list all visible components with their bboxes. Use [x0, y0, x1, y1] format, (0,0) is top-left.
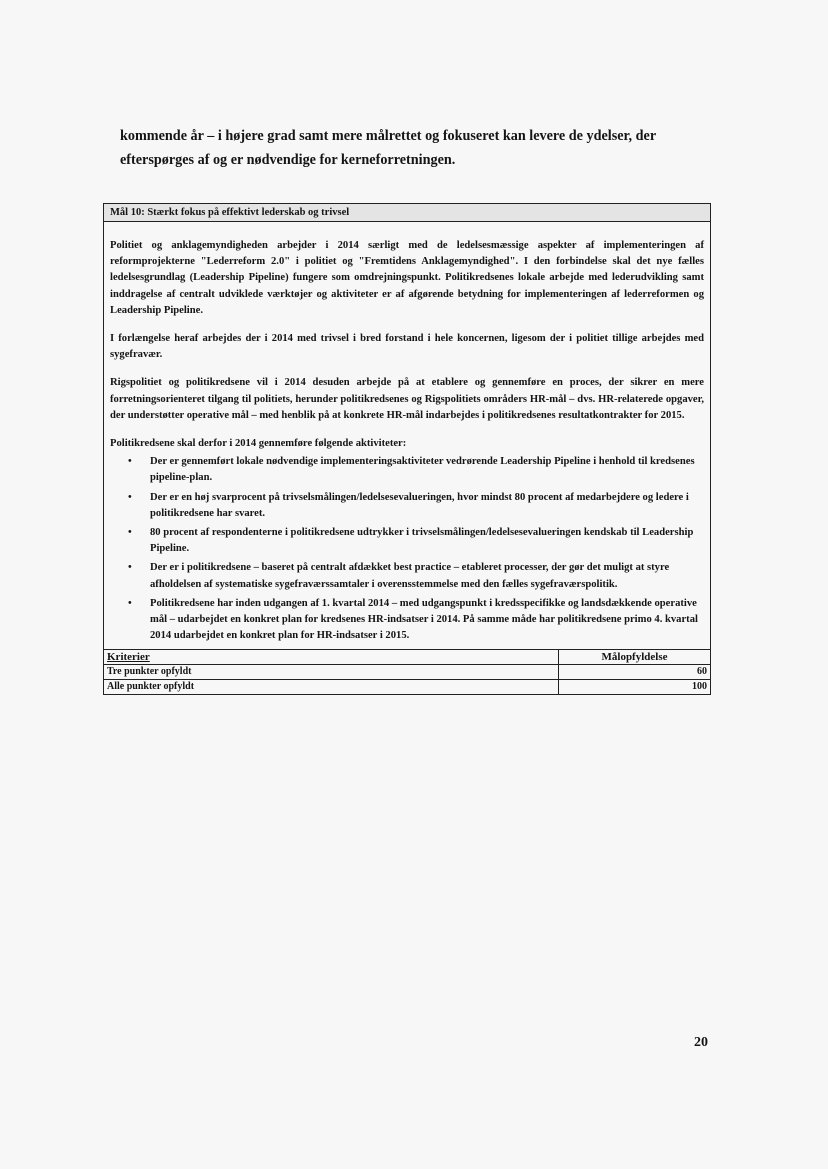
- table-row: [104, 680, 710, 695]
- goal-paragraph: Politikredsene skal derfor i 2014 gennemføre følgende aktiviteter:: [110, 438, 407, 450]
- goal-body: [104, 222, 710, 649]
- list-item: • Der er gennemført lokale nødvendige implementeringsaktiviteter vedrørende Leadership Pipeline i henhold til kredsenes pipeline-plan.: [128, 456, 695, 484]
- criteria-table: [104, 649, 710, 694]
- bullet-icon: •: [128, 527, 132, 539]
- activity-list: [110, 454, 704, 644]
- bullet-icon: •: [128, 456, 132, 468]
- table-row: [104, 665, 710, 680]
- criteria-cell: Alle punkter opfyldt: [104, 680, 559, 695]
- fulfillment-cell: 60: [559, 665, 711, 680]
- bullet-icon: •: [128, 562, 132, 574]
- list-item: • Politikredsene har inden udgangen af 1. kvartal 2014 – med udgangspunkt i kredsspecifikke og landsdækkende operative mål – udarbejdet en konkret plan for kredsenes HR-indsatser i 2014. På samme måde har politikredsene primo 4. kvartal 2014 udarbejdet en konkret plan for HR-indsatser i 2015.: [128, 597, 698, 642]
- list-item: • Der er en høj svarprocent på trivselsmålingen/ledelsesevalueringen, hvor mindst 80 procent af medarbejdere og ledere i politikredsene har svaret.: [128, 491, 689, 519]
- goal-paragraph: Politiet og anklagemyndigheden arbejder i 2014 særligt med de ledelsesmæssige aspekter af implementeringen af reformprojekterne "Lederreform 2.0" i politiet og "Fremtidens Anklagemyndighed". I den forbindelse skal det nye fælles ledelsesgrundlag (Leadership Pipeline) fungere som omdrejningspunkt. Politikredsenes lokale arbejde med lederudvikling samt inddragelse af centralt udviklede værktøjer og aktiviteter er af afgørende betydning for implementeringen af lederreformen og Leadership Pipeline.: [110, 240, 704, 316]
- bullet-icon: •: [128, 491, 132, 503]
- intro-paragraph: kommende år – i højere grad samt mere målrettet og fokuseret kan levere de ydelser, der efterspørges af og er nødvendige for kerneforretningen.: [120, 128, 656, 168]
- criteria-cell: Tre punkter opfyldt: [104, 665, 559, 680]
- goal-paragraph: I forlængelse heraf arbejdes der i 2014 med trivsel i bred forstand i hele koncernen, ligesom der i politiet tillige arbejdes med sygefravær.: [110, 333, 704, 361]
- list-item: • 80 procent af respondenterne i politikredsene udtrykker i trivselsmålingen/ledelsesevalueringen kendskab til Leadership Pipeline.: [128, 527, 694, 555]
- list-item: • Der er i politikredsene – baseret på centralt afdækket best practice – etableret processer, der gør det muligt at styre afholdelsen af systematiske sygefraværssamtaler i overensstemmelse med den fælles sygefraværspolitik.: [128, 562, 670, 590]
- goal-paragraph: Rigspolitiet og politikredsene vil i 2014 desuden arbejde på at etablere og gennemføre en proces, der sikrer en mere forretningsorienteret tilgang til politiets, herunder politikredsenes og Rigspolitiets områders HR-mål – dvs. HR-relaterede opgaver, der understøtter operative mål – med henblik på at konkrete HR-mål indarbejdes i politikredsenes resultatkontrakter for 2015.: [110, 377, 704, 421]
- bullet-icon: •: [128, 597, 132, 609]
- fulfillment-cell: 100: [559, 680, 711, 695]
- table-header-row: [104, 650, 710, 665]
- criteria-header: Kriterier: [104, 650, 559, 665]
- goal-title: Mål 10: Stærkt fokus på effektivt lederskab og trivsel: [104, 204, 710, 222]
- page-number: 20: [694, 1035, 708, 1050]
- goal-box: [103, 203, 711, 695]
- fulfillment-header: Målopfyldelse: [601, 651, 668, 664]
